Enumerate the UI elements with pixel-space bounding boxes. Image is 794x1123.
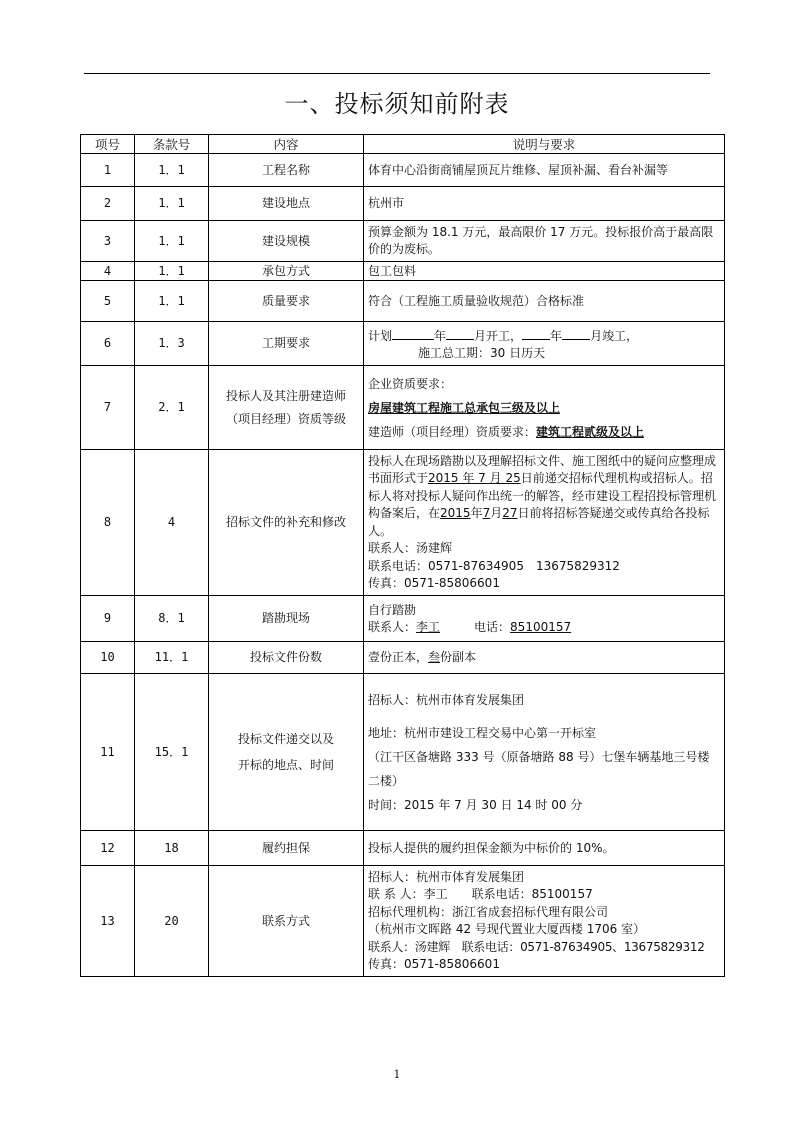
end-year-blank	[522, 325, 550, 340]
row-clause: 8．1	[135, 596, 209, 642]
table-row	[81, 674, 725, 831]
row-clause: 2．1	[135, 366, 209, 450]
table-row	[81, 262, 725, 281]
row-content: 踏勘现场	[209, 596, 364, 642]
row-clause: 1．1	[135, 154, 209, 187]
row-requirement: 体育中心沿街商铺屋顶瓦片维修、屋顶补漏、看台补漏等	[364, 154, 725, 187]
row-clause: 1．1	[135, 221, 209, 262]
row-requirement: 包工包料	[364, 262, 725, 281]
row-number: 6	[81, 322, 135, 366]
table-row	[81, 831, 725, 866]
row-number: 4	[81, 262, 135, 281]
start-year-blank	[392, 325, 434, 340]
row-content: 招标文件的补充和修改	[209, 450, 364, 596]
row-content: 投标文件递交以及 开标的地点、时间	[209, 674, 364, 831]
row-requirement: 招标人：杭州市体育发展集团 联 系 人：李工 联系电话：85100157 招标代理机构：浙江省成套招标代理有限公司 （杭州市文晖路 42 号现代置业大厦西楼 1706 室） 联系人：汤建辉 联系电话：0571-87634905、13675829312 传真：0571-85806601	[364, 866, 725, 977]
row-number: 13	[81, 866, 135, 977]
clarification-text: 投标人在现场踏勘以及理解招标文件、施工图纸中的疑问应整理成书面形式于2015 年 7 月 25日前递交招标代理机构或招标人。招标人将对投标人疑问作出统一的解答，经市建设工程招投标管理机构备案后，在2015年7月27日前将招标答疑递交或传真给各投标人。	[368, 453, 717, 538]
row-clause: 18	[135, 831, 209, 866]
row-content: 履约担保	[209, 831, 364, 866]
table-row	[81, 642, 725, 674]
end-month-blank	[562, 325, 590, 340]
row-content: 质量要求	[209, 281, 364, 322]
row-number: 1	[81, 154, 135, 187]
table-row	[81, 221, 725, 262]
row-clause: 1．1	[135, 187, 209, 221]
row-content: 建设规模	[209, 221, 364, 262]
table-row	[81, 866, 725, 977]
row-number: 7	[81, 366, 135, 450]
header-item-no: 项号	[81, 135, 135, 154]
row-clause: 15．1	[135, 674, 209, 831]
enterprise-qualification: 房屋建筑工程施工总承包三级及以上	[368, 400, 561, 415]
page-title: 一、投标须知前附表	[284, 90, 510, 118]
row-clause: 4	[135, 450, 209, 596]
row-number: 8	[81, 450, 135, 596]
row-requirement: 预算金额为 18.1 万元，最高限价 17 万元。投标报价高于最高限价的为废标。	[364, 221, 725, 262]
row-clause: 1．3	[135, 322, 209, 366]
site-contact-line: 联系人：李工 电话：85100157	[368, 619, 572, 634]
table-row	[81, 450, 725, 596]
table-row	[81, 154, 725, 187]
row-number: 9	[81, 596, 135, 642]
row-requirement: 自行踏勘 联系人：李工 电话：85100157	[364, 596, 725, 642]
row-number: 11	[81, 674, 135, 831]
row-content: 承包方式	[209, 262, 364, 281]
row-content: 工期要求	[209, 322, 364, 366]
row-requirement: 投标人在现场踏勘以及理解招标文件、施工图纸中的疑问应整理成书面形式于2015 年 7 月 25日前递交招标代理机构或招标人。招标人将对投标人疑问作出统一的解答，经市建设工程招投标管理机构备案后，在2015年7月27日前将招标答疑递交或传真给各投标人。 联系人：汤建辉 联系电话：0571-87634905 13675829312 传真：0571-85806601	[364, 450, 725, 596]
table-row	[81, 322, 725, 366]
row-requirement: 符合（工程施工质量验收规范）合格标准	[364, 281, 725, 322]
row-content: 投标文件份数	[209, 642, 364, 674]
start-month-blank	[446, 325, 474, 340]
manager-qualification-line: 建造师（项目经理）资质要求：建筑工程贰级及以上	[368, 424, 645, 439]
row-content: 建设地点	[209, 187, 364, 221]
bid-notice-table	[80, 134, 725, 977]
row-number: 3	[81, 221, 135, 262]
schedule-plan-line: 计划 年 月开工， 年 月竣工，	[368, 325, 720, 345]
total-duration: 施工总工期：30 日历天	[418, 346, 546, 360]
row-requirement: 招标人：杭州市体育发展集团 地址：杭州市建设工程交易中心第一开标室 （江干区备塘路 333 号（原备塘路 88 号）七堡车辆基地三号楼二楼） 时间：2015 年 7 月 30 日 14 时 00 分	[364, 674, 725, 831]
row-requirement: 壹份正本，叁份副本	[364, 642, 725, 674]
row-requirement: 投标人提供的履约担保金额为中标价的 10%。	[364, 831, 725, 866]
header-content: 内容	[209, 135, 364, 154]
row-number: 10	[81, 642, 135, 674]
table-row	[81, 187, 725, 221]
header-requirements: 说明与要求	[364, 135, 725, 154]
table-row	[81, 596, 725, 642]
row-requirement	[364, 322, 725, 366]
row-content: 工程名称	[209, 154, 364, 187]
row-clause: 1．1	[135, 262, 209, 281]
row-requirement: 杭州市	[364, 187, 725, 221]
row-clause: 11．1	[135, 642, 209, 674]
row-content: 联系方式	[209, 866, 364, 977]
row-content: 投标人及其注册建造师 （项目经理）资质等级	[209, 366, 364, 450]
table-header-row	[81, 135, 725, 154]
row-requirement: 企业资质要求： 房屋建筑工程施工总承包三级及以上 建造师（项目经理）资质要求：建筑工程贰级及以上	[364, 366, 725, 450]
row-number: 5	[81, 281, 135, 322]
row-clause: 1．1	[135, 281, 209, 322]
table-row	[81, 366, 725, 450]
page-number: 1	[393, 1068, 401, 1081]
row-number: 12	[81, 831, 135, 866]
row-clause: 20	[135, 866, 209, 977]
table-row	[81, 281, 725, 322]
header-rule	[84, 73, 710, 74]
header-clause: 条款号	[135, 135, 209, 154]
row-number: 2	[81, 187, 135, 221]
